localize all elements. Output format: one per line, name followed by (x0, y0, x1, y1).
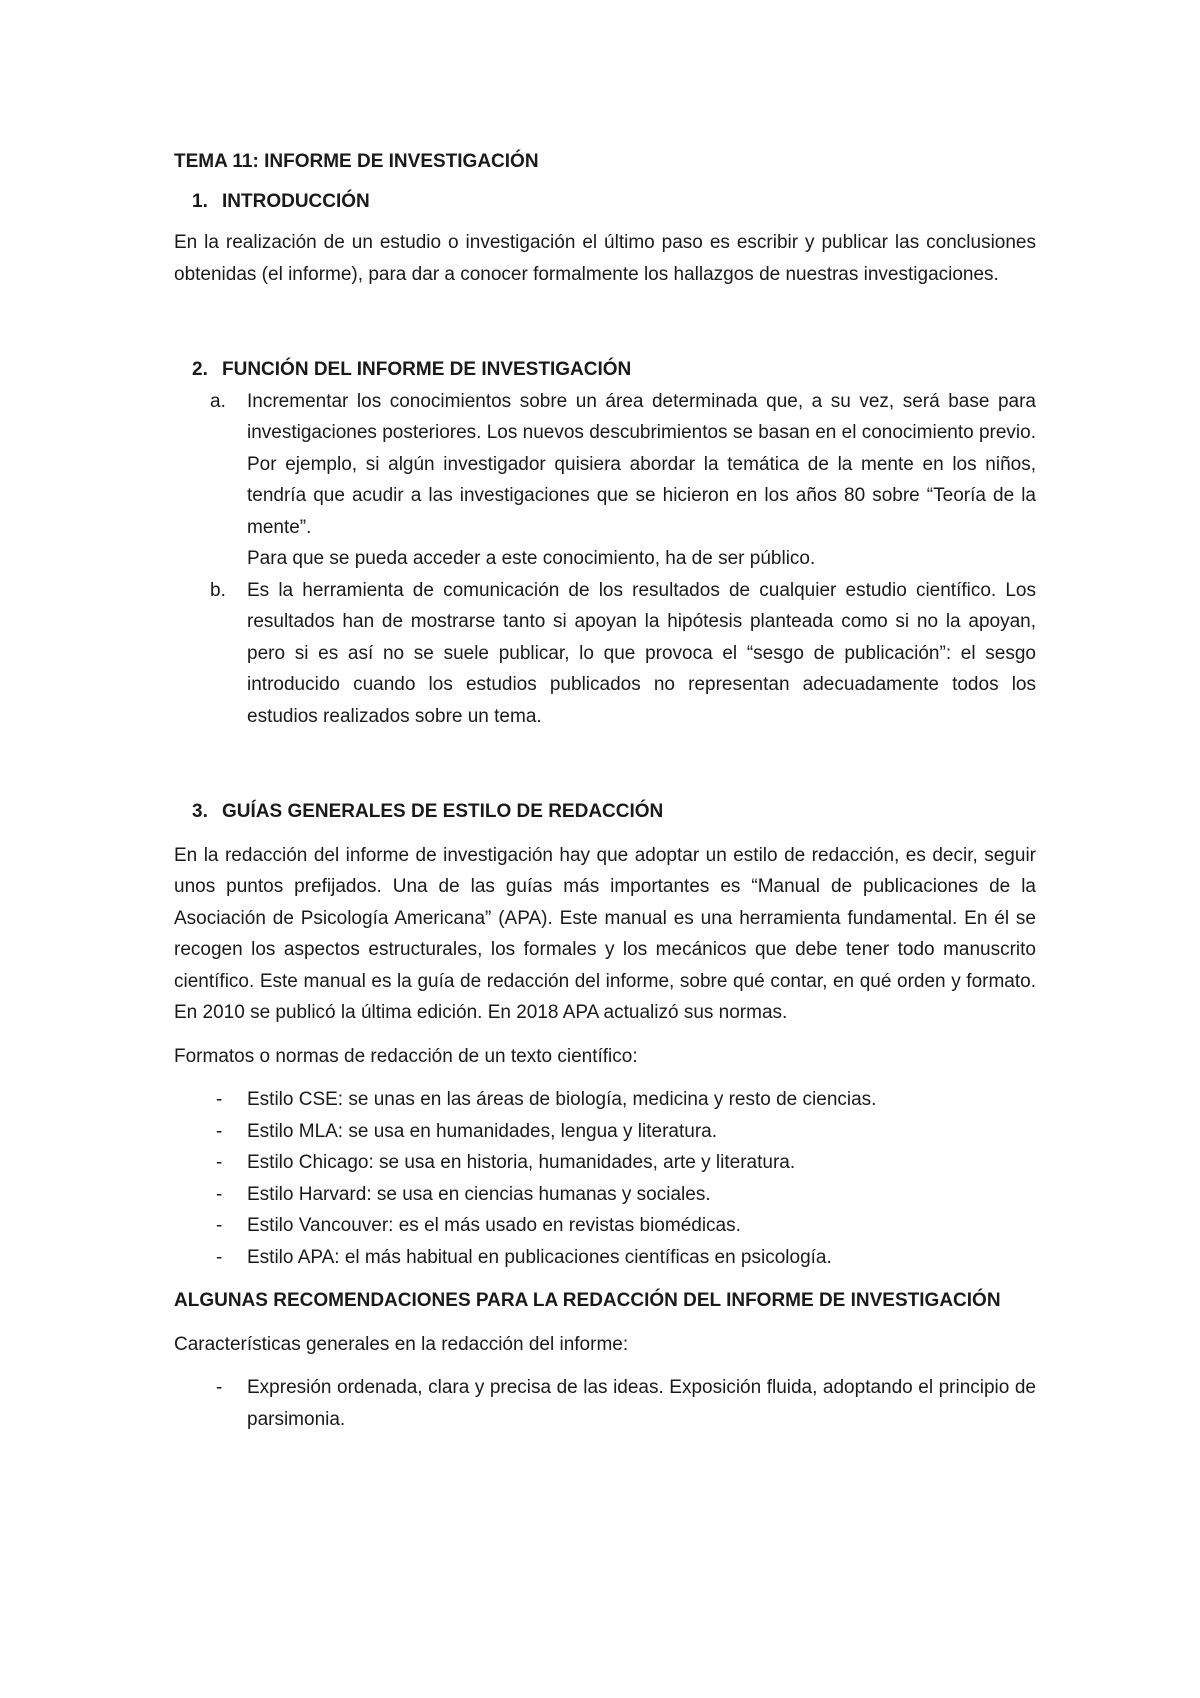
section-3-paragraph: En la redacción del informe de investigación hay que adoptar un estilo de redacción, es decir, seguir unos puntos prefijados. Una de las guías más importantes es “Manual de publicaciones de la Asociación de Psicología Americana” (APA). Este manual es una herramienta fundamental. En él se recogen los aspectos estructurales, los formales y los mecánicos que debe tener todo manuscrito científico. Este manual es la guía de redacción del informe, sobre qué contar, en qué orden y formato. En 2010 se publicó la última edición. En 2018 APA actualizó sus normas. (174, 844, 1036, 1023)
format-item-text: Estilo CSE: se unas en las áreas de biología, medicina y resto de ciencias. (247, 1089, 877, 1110)
section-3-heading (174, 796, 1036, 828)
section-1-heading (174, 186, 1036, 218)
format-item-text: Estilo Harvard: se usa en ciencias humanas y sociales. (247, 1183, 711, 1205)
section-2-title: FUNCIÓN DEL INFORME DE INVESTIGACIÓN (222, 359, 632, 380)
list-item-a-note: Para que se pueda acceder a este conocimiento, ha de ser público. (247, 548, 816, 569)
document-title: TEMA 11: INFORME DE INVESTIGACIÓN (174, 151, 539, 172)
recommendations-list (174, 1372, 1036, 1435)
list-item-a-text: Incrementar los conocimientos sobre un área determinada que, a su vez, será base para investigaciones posteriores. Los nuevos descubrimientos se basan en el conocimiento previo. Por ejemplo, si algún investigador quisiera abordar la temática de la mente en los niños, tendría que acudir a las investigaciones que se hicieron en los años 80 sobre “Teoría de la mente”. (247, 390, 1036, 538)
document-page (174, 146, 1036, 1447)
dash-bullet: - (216, 1089, 223, 1110)
formats-intro: Formatos o normas de redacción de un texto científico: (174, 1045, 638, 1067)
format-item-text: Estilo Vancouver: es el más usado en revistas biomédicas. (247, 1215, 741, 1236)
section-1-number: 1. (192, 190, 208, 212)
formats-list (174, 1084, 1036, 1273)
section-3-number: 3. (192, 801, 208, 822)
list-letter: a. (210, 390, 226, 412)
format-item-text: Estilo MLA: se usa en humanidades, lengua y literatura. (247, 1120, 717, 1142)
section-2-heading (174, 354, 1036, 386)
section-1-paragraph: En la realización de un estudio o investigación el último paso es escribir y publicar las conclusiones obtenidas (el informe), para dar a conocer formalmente los hallazgos de nuestras investigaciones. (174, 232, 1036, 285)
recommendations-heading: ALGUNAS RECOMENDACIONES PARA LA REDACCIÓN DEL INFORME DE INVESTIGACIÓN (174, 1290, 1001, 1311)
dash-bullet: - (216, 1215, 223, 1236)
dash-bullet: - (216, 1152, 223, 1173)
list-item-b-text: Es la herramienta de comunicación de los resultados de cualquier estudio científico. Los resultados han de mostrarse tanto si apoyan la hipótesis planteada como si no la apoyan, pero si es así no se suele publicar, lo que provoca el “sesgo de publicación”: el sesgo introducido cuando los estudios publicados no representan adecuadamente todos los estudios realizados sobre un tema. (247, 579, 1036, 727)
dash-bullet: - (216, 1183, 223, 1205)
list-letter: b. (210, 579, 226, 601)
format-item-text: Estilo APA: el más habitual en publicaciones científicas en psicología. (247, 1246, 832, 1268)
section-2-number: 2. (192, 359, 208, 380)
recommendations-intro: Características generales en la redacción del informe: (174, 1333, 629, 1355)
section-1-title: INTRODUCCIÓN (222, 190, 370, 212)
dash-bullet: - (216, 1377, 223, 1398)
list-item (174, 1179, 1036, 1211)
section-3-title: GUÍAS GENERALES DE ESTILO DE REDACCIÓN (222, 801, 664, 822)
section-2-list (174, 386, 1036, 733)
recommendation-item-text: Expresión ordenada, clara y precisa de las ideas. Exposición fluida, adoptando el principio de parsimonia. (247, 1377, 1036, 1430)
format-item-text: Estilo Chicago: se usa en historia, humanidades, arte y literatura. (247, 1152, 796, 1173)
list-item (174, 1372, 1036, 1435)
list-item (174, 1116, 1036, 1148)
list-item-a (174, 386, 1036, 575)
list-item (174, 1084, 1036, 1116)
list-item (174, 1147, 1036, 1179)
list-item (174, 1210, 1036, 1242)
list-item-b (174, 575, 1036, 733)
dash-bullet: - (216, 1246, 223, 1268)
dash-bullet: - (216, 1120, 223, 1142)
list-item (174, 1242, 1036, 1274)
